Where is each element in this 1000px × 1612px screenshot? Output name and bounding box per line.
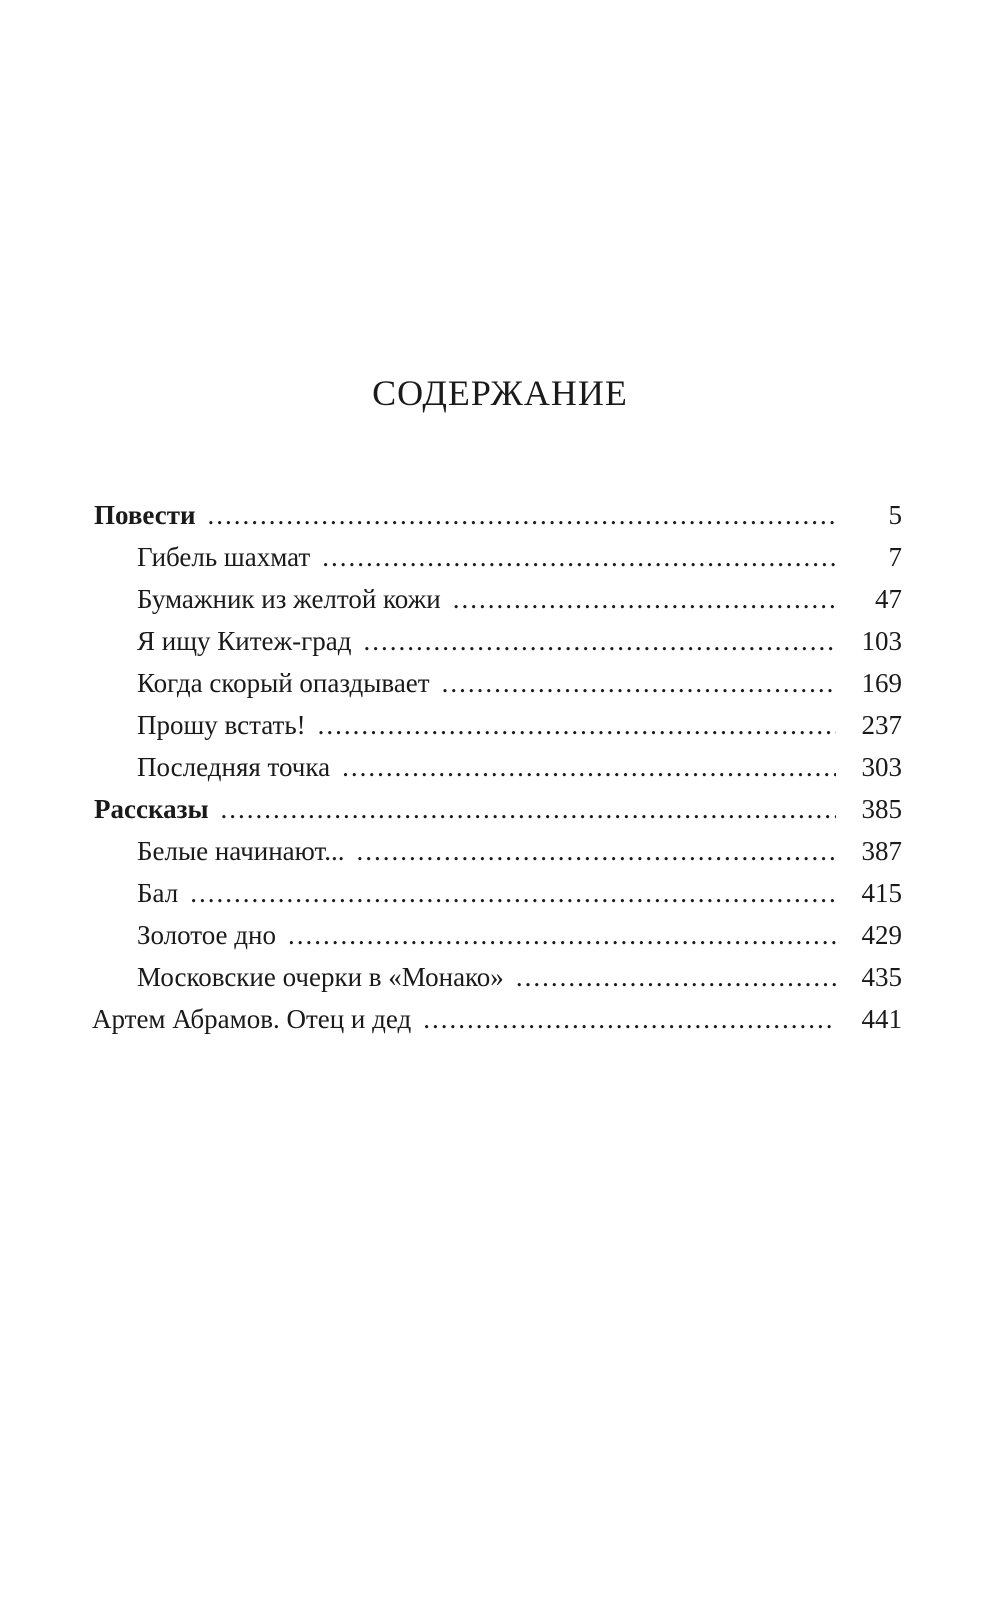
toc-leader-dots <box>318 710 836 741</box>
toc-leader-dots <box>342 752 836 783</box>
toc-leader-dots <box>453 584 836 615</box>
toc-page-number: 441 <box>861 1004 902 1034</box>
toc-page-number: 7 <box>888 542 902 572</box>
toc-leader-dots <box>221 794 836 825</box>
toc-label: Прошу встать! <box>137 710 306 740</box>
toc-page-number: 47 <box>875 584 902 614</box>
toc-label: Последняя точка <box>137 752 331 782</box>
toc-leader-dots <box>363 626 836 657</box>
toc-entry <box>0 668 1000 710</box>
toc-page-number: 429 <box>861 920 902 950</box>
toc-page-number: 169 <box>861 668 902 698</box>
toc-label: Я ищу Китеж-град <box>137 626 352 656</box>
toc-label: Гибель шахмат <box>137 542 311 572</box>
table-of-contents <box>0 500 1000 1046</box>
toc-entry <box>0 836 1000 878</box>
toc-page-number: 435 <box>861 962 902 992</box>
toc-leader-dots <box>208 500 836 531</box>
toc-leader-dots <box>423 1004 836 1035</box>
toc-entry <box>0 962 1000 1004</box>
toc-page-number: 5 <box>888 500 902 530</box>
toc-entry <box>0 878 1000 920</box>
toc-label: Артем Абрамов. Отец и дед <box>92 1004 412 1034</box>
toc-entry <box>0 710 1000 752</box>
toc-label: Золотое дно <box>137 920 276 950</box>
toc-page-number: 303 <box>861 752 902 782</box>
toc-label: Повести <box>94 500 196 530</box>
toc-page-number: 103 <box>861 626 902 656</box>
toc-entry-afterword <box>0 1004 1000 1046</box>
toc-label: Когда скорый опаздывает <box>137 668 430 698</box>
toc-entry <box>0 542 1000 584</box>
toc-entry <box>0 584 1000 626</box>
page-title: СОДЕРЖАНИЕ <box>372 373 628 413</box>
toc-page-number: 385 <box>861 794 902 824</box>
toc-entry <box>0 920 1000 962</box>
toc-leader-dots <box>190 878 836 909</box>
toc-page-number: 415 <box>861 878 902 908</box>
toc-page-number: 237 <box>861 710 902 740</box>
toc-section-rasskazy <box>0 794 1000 836</box>
toc-entry <box>0 626 1000 668</box>
toc-leader-dots <box>288 920 836 951</box>
toc-section-povesti <box>0 500 1000 542</box>
toc-leader-dots <box>516 962 836 993</box>
toc-leader-dots <box>356 836 836 867</box>
toc-leader-dots <box>322 542 836 573</box>
toc-label: Московские очерки в «Монако» <box>137 962 504 992</box>
toc-label: Белые начинают... <box>137 836 345 866</box>
toc-label: Бумажник из желтой кожи <box>137 584 441 614</box>
toc-leader-dots <box>442 668 836 699</box>
toc-label: Бал <box>137 878 179 908</box>
toc-page-number: 387 <box>861 836 902 866</box>
toc-entry <box>0 752 1000 794</box>
toc-label: Рассказы <box>94 794 209 824</box>
